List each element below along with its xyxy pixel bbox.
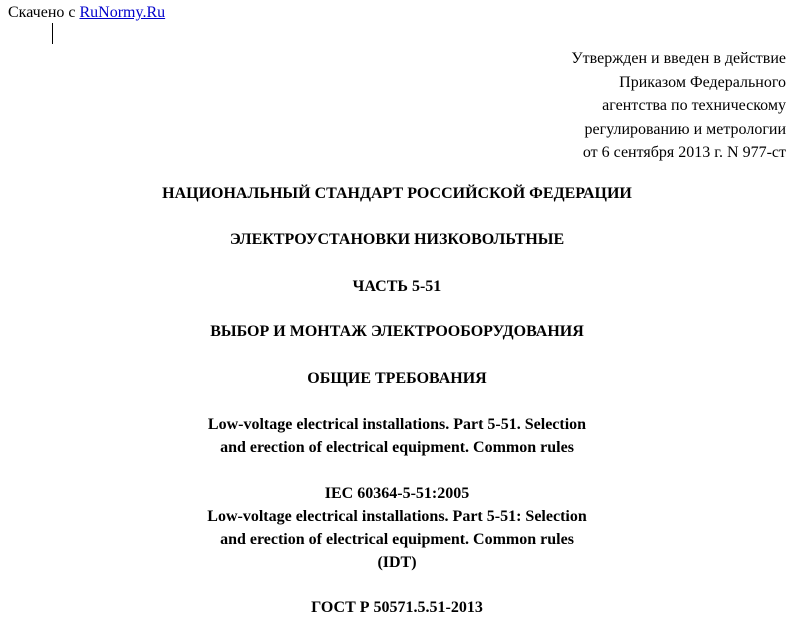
text-cursor bbox=[52, 23, 53, 44]
national-standard-heading: НАЦИОНАЛЬНЫЙ СТАНДАРТ РОССИЙСКОЙ ФЕДЕРАЦИИ bbox=[162, 185, 632, 202]
approval-line: от 6 сентября 2013 г. N 977-ст bbox=[582, 144, 786, 161]
approval-line: Утвержден и введен в действие bbox=[571, 50, 786, 67]
part-heading: ЧАСТЬ 5-51 bbox=[352, 278, 442, 295]
iec-block bbox=[0, 482, 794, 574]
download-prefix: Скачено с bbox=[8, 4, 80, 21]
iec-code: IEC 60364-5-51:2005 bbox=[324, 485, 470, 502]
english-title-line: and erection of electrical equipment. Common rules bbox=[220, 439, 574, 456]
idt-marker: (IDT) bbox=[377, 554, 417, 571]
download-source-line bbox=[8, 3, 165, 22]
approval-line: регулированию и метрологии bbox=[584, 120, 786, 138]
runormy-link[interactable]: RuNormy.Ru bbox=[79, 4, 166, 21]
iec-title-line: Low-voltage electrical installations. Part 5-51: Selection bbox=[207, 508, 587, 525]
english-title-block bbox=[0, 413, 794, 459]
approval-line: агентства по техническому bbox=[602, 97, 786, 114]
approval-line: Приказом Федерального bbox=[619, 73, 786, 91]
approval-block bbox=[571, 47, 786, 165]
gost-code: ГОСТ Р 50571.5.51-2013 bbox=[311, 599, 483, 616]
general-requirements-heading: ОБЩИЕ ТРЕБОВАНИЯ bbox=[307, 370, 487, 387]
iec-title-line: and erection of electrical equipment. Common rules bbox=[220, 531, 574, 548]
english-title-line: Low-voltage electrical installations. Part 5-51. Selection bbox=[207, 416, 587, 433]
installations-heading: ЭЛЕКТРОУСТАНОВКИ НИЗКОВОЛЬТНЫЕ bbox=[229, 231, 565, 248]
selection-heading: ВЫБОР И МОНТАЖ ЭЛЕКТРООБОРУДОВАНИЯ bbox=[210, 323, 584, 340]
